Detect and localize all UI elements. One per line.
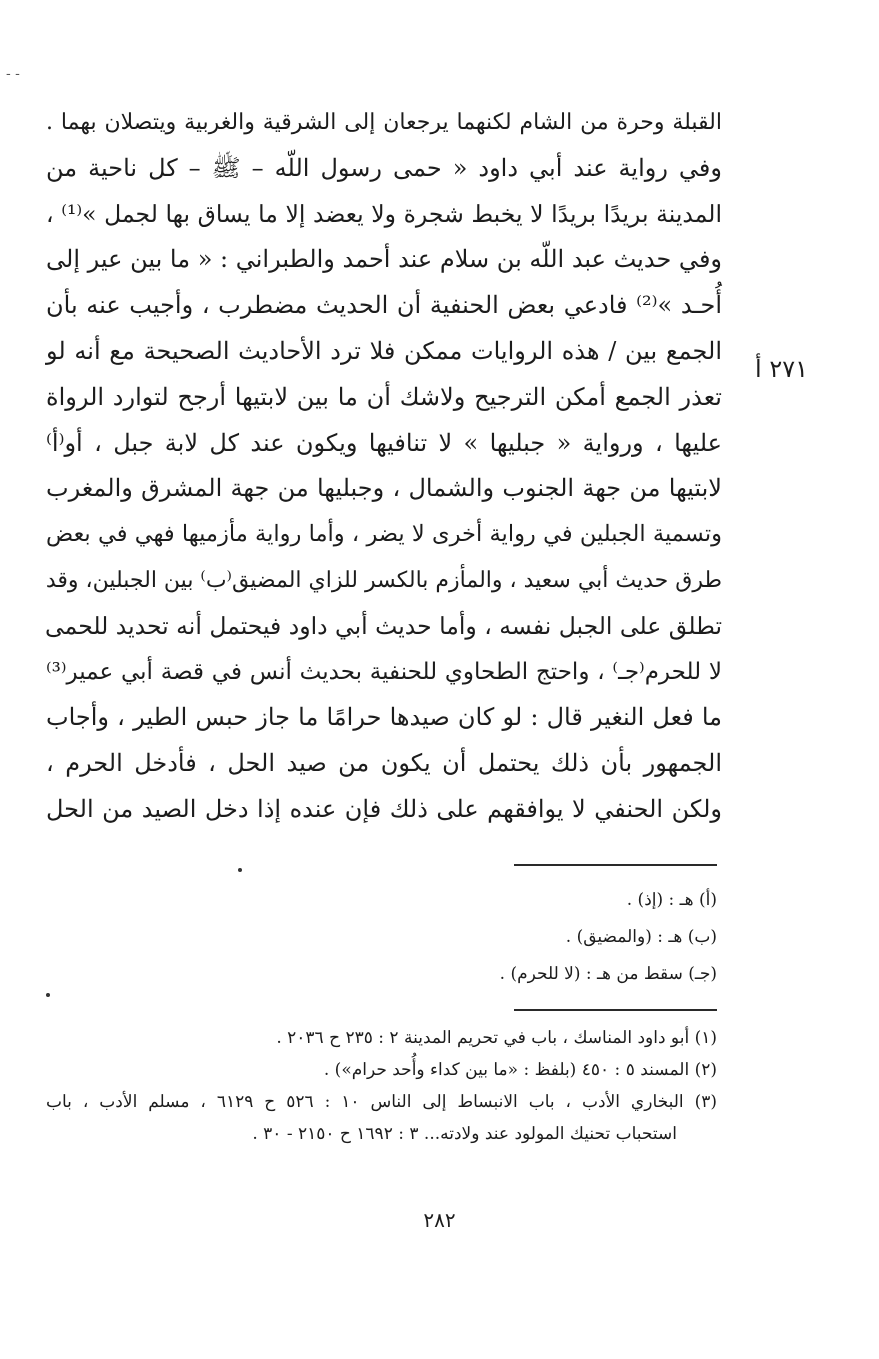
text-line: القبلة وحرة من الشام لكنهما يرجعان إلى الشرقية والغربية ويتصلان بهما . xyxy=(46,110,722,135)
text-line: لابتيها من جهة الجنوب والشمال ، وجبليها من جهة المشرق والمغرب xyxy=(46,474,722,503)
text-line: ولكن الحنفي لا يوافقهم على ذلك فإن عنده إذا دخل الصيد من الحل xyxy=(46,794,722,823)
text-line: عليها ، ورواية « جبليها » لا تنافيها ويكون عند كل لابة جبل ، أو⁽أ⁾ xyxy=(46,428,722,457)
text-line: لا للحرم⁽جـ⁾ ، واحتج الطحاوي للحنفية بحديث أنس في قصة أبي عمير⁽³⁾ xyxy=(46,658,722,685)
manuscript-note: (جـ) سقط من هـ : (لا للحرم) . xyxy=(499,964,717,984)
reference-note: (١) أبو داود المناسك ، باب في تحريم المدينة ٢ : ٢٣٥ ح ٢٠٣٦ . xyxy=(276,1028,717,1048)
references-divider xyxy=(514,1009,717,1011)
text-line: ما فعل النغير قال : لو كان صيدها حرامًا ما جاز حبس الطير ، وأجاب xyxy=(46,703,722,732)
notes-divider xyxy=(514,864,717,866)
text-line: تطلق على الجبل نفسه ، وأما حديث أبي داود فيحتمل أنه تحديد للحمى xyxy=(45,611,722,640)
references xyxy=(46,1022,717,1150)
reference-note: (٣) البخاري الأدب ، باب الانبساط إلى الناس ١٠ : ٥٢٦ ح ٦١٢٩ ، مسلم الأدب ، باب xyxy=(46,1092,717,1112)
manuscript-notes xyxy=(380,882,717,993)
folio-marker: ٢٧١ أ xyxy=(755,355,808,383)
text-line: وتسمية الجبلين في رواية أخرى لا يضر ، وأما رواية مأزميها فهي في بعض xyxy=(46,521,722,548)
ink-dot xyxy=(238,868,242,872)
text-line: الجمع بين / هذه الروايات ممكن فلا ترد الأحاديث الصحيحة مع أنه لو xyxy=(46,336,722,365)
reference-note: (٢) المسند ٥ : ٤٥٠ (بلفظ : «ما بين كداء وأُحد حرام») . xyxy=(323,1060,717,1080)
text-line: تعذر الجمع أمكن الترجيح ولاشك أن ما بين لابتيها أرجح لتوارد الرواة xyxy=(46,382,722,411)
manuscript-note: (أ) هـ : (إذ) . xyxy=(626,890,717,910)
text-line: وفي رواية عند أبي داود « حمى رسول اللّه – ﷺ – كل ناحية من xyxy=(46,153,722,182)
corner-mark: - - xyxy=(6,66,20,82)
manuscript-note: (ب) هـ : (والمضيق) . xyxy=(565,927,717,947)
text-line: المدينة بريدًا بريدًا لا يخبط شجرة ولا يعضد إلا ما يساق بها لجمل »⁽¹⁾ ، xyxy=(46,199,723,228)
text-line: الجمهور بأن ذلك يحتمل أن يكون من صيد الحل ، فأدخل الحرم ، xyxy=(46,749,722,778)
text-line: وفي حديث عبد اللّه بن سلام عند أحمد والطبراني : « ما بين عير إلى xyxy=(46,245,722,274)
reference-note: استحباب تحنيك المولود عند ولادته... ٣ : ١٦٩٢ ح ٢١٥٠ - ٣٠ . xyxy=(252,1124,677,1144)
text-line: أُحـد »⁽²⁾ فادعي بعض الحنفية أن الحديث مضطرب ، وأجيب عنه بأن xyxy=(46,291,722,320)
main-text xyxy=(46,100,722,833)
text-line: طرق حديث أبي سعيد ، والمأزم بالكسر للزاي المضيق⁽ب⁾ بين الجبلين، وقد xyxy=(45,567,722,593)
page-number: ٢٨٢ xyxy=(423,1208,456,1232)
ink-dot xyxy=(46,993,50,997)
